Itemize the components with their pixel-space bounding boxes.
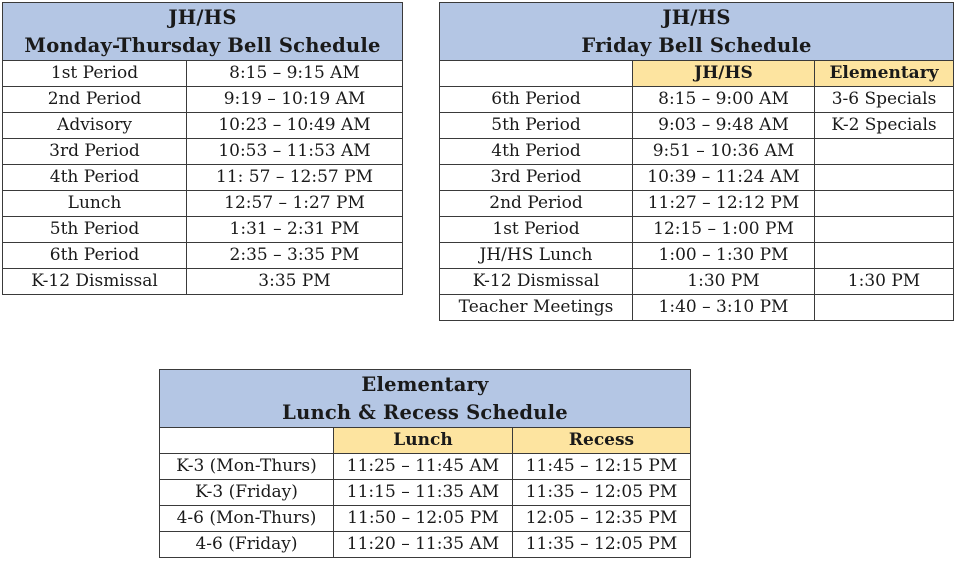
grade-label: 4-6 (Mon-Thurs) — [160, 506, 334, 532]
recess-time: 11:45 – 12:15 PM — [513, 454, 691, 480]
elementary-value — [815, 295, 954, 321]
table-row — [440, 295, 954, 321]
table-row — [440, 113, 954, 139]
table-row — [160, 506, 691, 532]
elementary-value: K-2 Specials — [815, 113, 954, 139]
elementary-lunch-recess-table — [159, 369, 691, 558]
elementary-title-line2: Lunch & Recess Schedule — [282, 400, 568, 424]
lunch-time: 11:25 – 11:45 AM — [334, 454, 513, 480]
period-label: JH/HS Lunch — [440, 243, 633, 269]
grade-label: 4-6 (Friday) — [160, 532, 334, 558]
elementary-value — [815, 139, 954, 165]
period-time: 1:31 – 2:31 PM — [187, 217, 403, 243]
period-label: 1st Period — [3, 61, 187, 87]
lunch-time: 11:15 – 11:35 AM — [334, 480, 513, 506]
period-label: 6th Period — [3, 243, 187, 269]
table-row — [160, 454, 691, 480]
elementary-value — [815, 191, 954, 217]
period-time: 10:53 – 11:53 AM — [187, 139, 403, 165]
table-row — [3, 217, 403, 243]
recess-time: 11:35 – 12:05 PM — [513, 480, 691, 506]
column-header-lunch: Lunch — [334, 428, 513, 454]
period-label: 5th Period — [3, 217, 187, 243]
period-time: 2:35 – 3:35 PM — [187, 243, 403, 269]
period-label: 6th Period — [440, 87, 633, 113]
table-row — [3, 269, 403, 295]
grade-label: K-3 (Mon-Thurs) — [160, 454, 334, 480]
column-header-recess: Recess — [513, 428, 691, 454]
period-time: 9:19 – 10:19 AM — [187, 87, 403, 113]
elementary-value — [815, 217, 954, 243]
elementary-value: 3-6 Specials — [815, 87, 954, 113]
period-label: 5th Period — [440, 113, 633, 139]
mon-thu-bell-schedule-table — [2, 2, 403, 295]
table-row — [440, 217, 954, 243]
friday-title-line2: Friday Bell Schedule — [581, 33, 812, 57]
column-header-blank — [440, 61, 633, 87]
table-row — [440, 269, 954, 295]
column-header-elementary: Elementary — [815, 61, 954, 87]
period-time: 8:15 – 9:15 AM — [187, 61, 403, 87]
period-label: 3rd Period — [440, 165, 633, 191]
table-row — [3, 87, 403, 113]
period-label: Lunch — [3, 191, 187, 217]
elementary-value: 1:30 PM — [815, 269, 954, 295]
jhhs-time: 9:51 – 10:36 AM — [633, 139, 815, 165]
jhhs-time: 8:15 – 9:00 AM — [633, 87, 815, 113]
table-row — [440, 243, 954, 269]
jhhs-time: 9:03 – 9:48 AM — [633, 113, 815, 139]
column-header-row — [440, 61, 954, 87]
period-label: 1st Period — [440, 217, 633, 243]
period-label: 4th Period — [440, 139, 633, 165]
period-label: 2nd Period — [3, 87, 187, 113]
table-row — [3, 165, 403, 191]
jhhs-time: 11:27 – 12:12 PM — [633, 191, 815, 217]
friday-title-line1: JH/HS — [662, 5, 731, 29]
table-row — [440, 165, 954, 191]
friday-bell-schedule-table — [439, 2, 954, 321]
friday-title — [440, 3, 954, 61]
mon-thu-title-line2: Monday-Thursday Bell Schedule — [24, 33, 381, 57]
jhhs-time: 10:39 – 11:24 AM — [633, 165, 815, 191]
elementary-value — [815, 165, 954, 191]
table-row — [3, 191, 403, 217]
elementary-value — [815, 243, 954, 269]
period-time: 11: 57 – 12:57 PM — [187, 165, 403, 191]
period-label: Teacher Meetings — [440, 295, 633, 321]
period-label: 3rd Period — [3, 139, 187, 165]
table-row — [440, 87, 954, 113]
recess-time: 11:35 – 12:05 PM — [513, 532, 691, 558]
period-time: 10:23 – 10:49 AM — [187, 113, 403, 139]
jhhs-time: 1:30 PM — [633, 269, 815, 295]
elementary-title — [160, 370, 691, 428]
column-header-row — [160, 428, 691, 454]
period-label: 4th Period — [3, 165, 187, 191]
elementary-title-line1: Elementary — [361, 372, 489, 396]
mon-thu-title — [3, 3, 403, 61]
period-time: 3:35 PM — [187, 269, 403, 295]
jhhs-time: 12:15 – 1:00 PM — [633, 217, 815, 243]
table-row — [160, 532, 691, 558]
period-label: K-12 Dismissal — [3, 269, 187, 295]
column-header-blank — [160, 428, 334, 454]
column-header-jhhs: JH/HS — [633, 61, 815, 87]
table-row — [160, 480, 691, 506]
jhhs-time: 1:00 – 1:30 PM — [633, 243, 815, 269]
period-label: K-12 Dismissal — [440, 269, 633, 295]
table-row — [3, 243, 403, 269]
table-row — [3, 61, 403, 87]
recess-time: 12:05 – 12:35 PM — [513, 506, 691, 532]
table-row — [3, 139, 403, 165]
lunch-time: 11:50 – 12:05 PM — [334, 506, 513, 532]
lunch-time: 11:20 – 11:35 AM — [334, 532, 513, 558]
table-row — [440, 139, 954, 165]
mon-thu-title-line1: JH/HS — [168, 5, 237, 29]
period-time: 12:57 – 1:27 PM — [187, 191, 403, 217]
period-label: 2nd Period — [440, 191, 633, 217]
table-row — [440, 191, 954, 217]
jhhs-time: 1:40 – 3:10 PM — [633, 295, 815, 321]
grade-label: K-3 (Friday) — [160, 480, 334, 506]
period-label: Advisory — [3, 113, 187, 139]
table-row — [3, 113, 403, 139]
